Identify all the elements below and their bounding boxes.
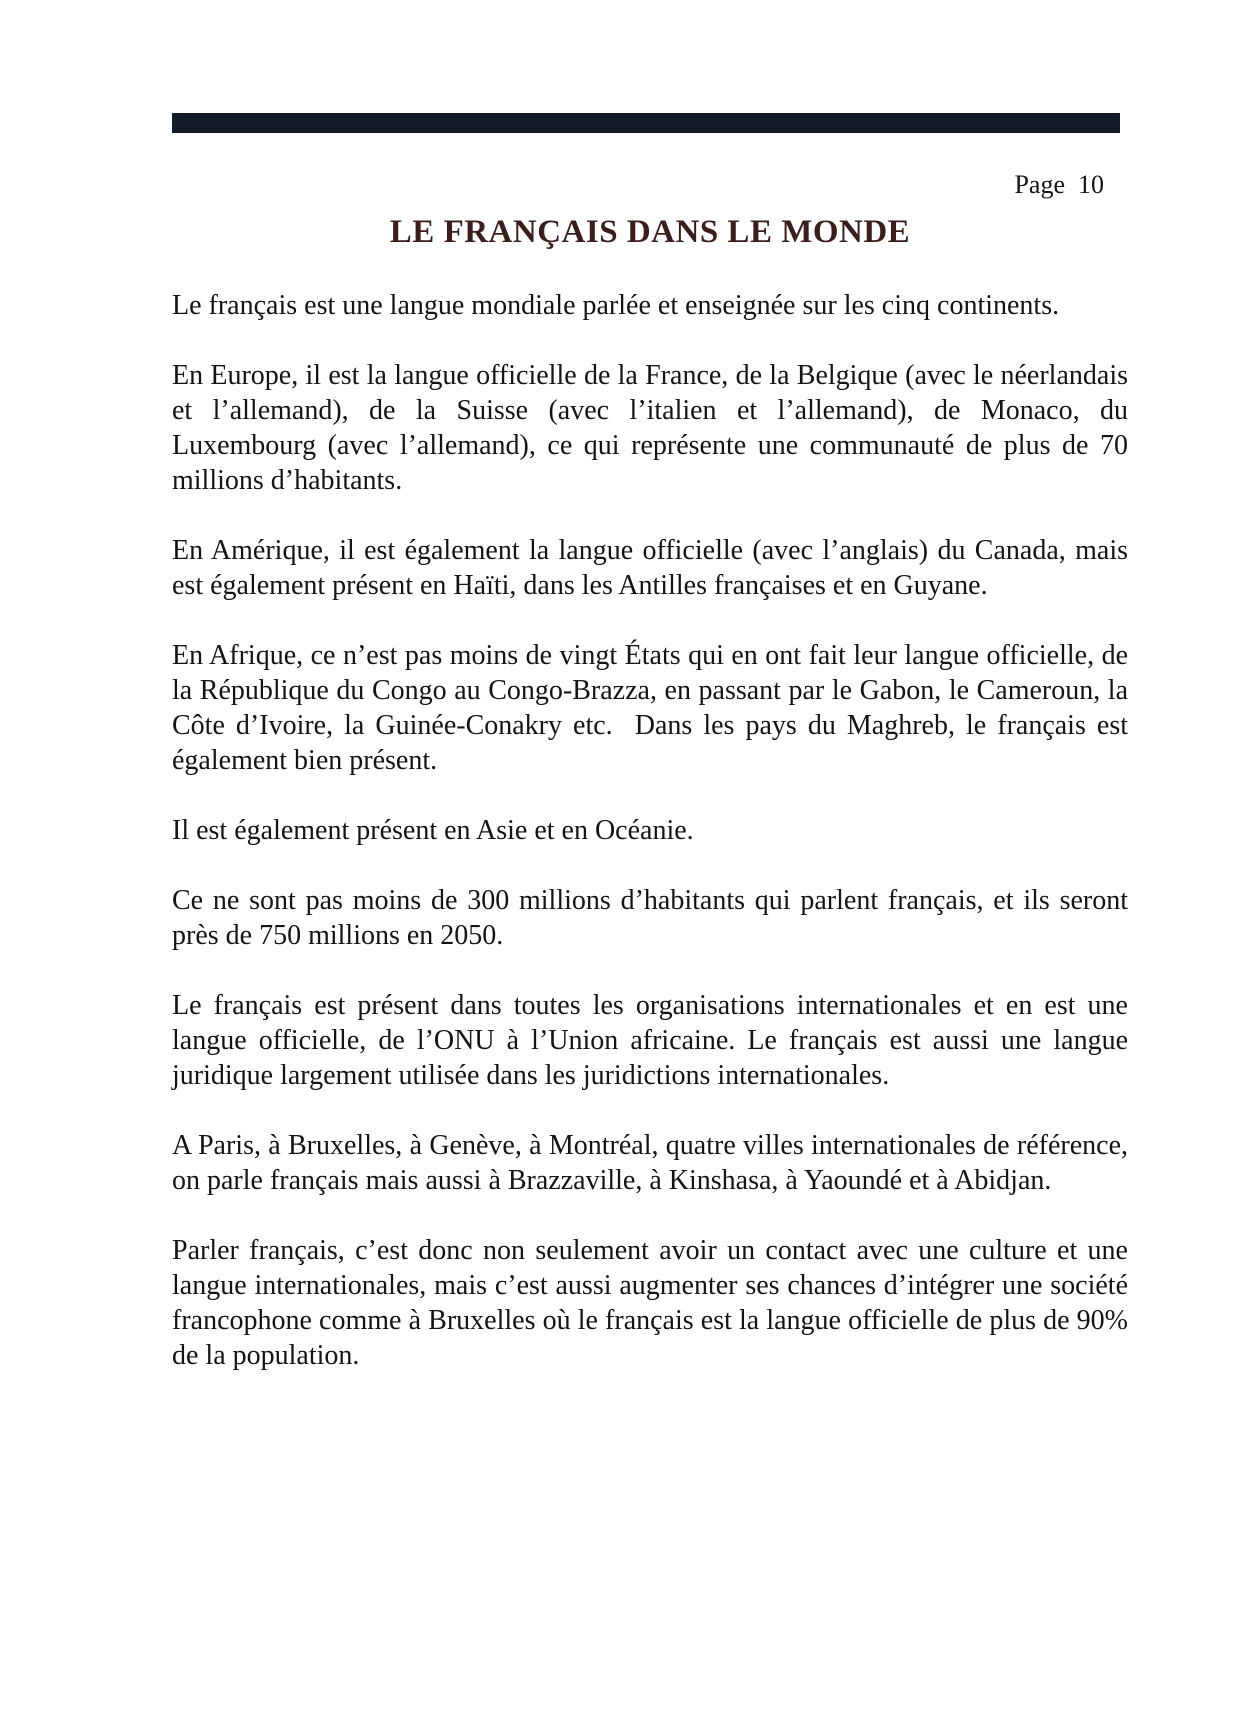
paragraph-amerique: En Amérique, il est également la langue officielle (avec l’anglais) du Canada, mais est également présent en Haïti, dans les Antilles françaises et en Guyane. bbox=[172, 535, 1128, 601]
paragraph-villes: A Paris, à Bruxelles, à Genève, à Montréal, quatre villes internationales de référence, on parle français mais aussi à Brazzaville, à Kinshasa, à Yaoundé et à Abidjan. bbox=[172, 1130, 1128, 1196]
paragraph-locuteurs: Ce ne sont pas moins de 300 millions d’habitants qui parlent français, et ils seront près de 750 millions en 2050. bbox=[172, 885, 1128, 951]
paragraph-intro: Le français est une langue mondiale parlée et enseignée sur les cinq continents. bbox=[172, 290, 1060, 321]
page-title: LE FRANÇAIS DANS LE MONDE bbox=[389, 214, 911, 250]
document-body bbox=[172, 288, 1128, 1408]
paragraph-asie-oceanie: Il est également présent en Asie et en Océanie. bbox=[172, 815, 694, 846]
paragraph-conclusion: Parler français, c’est donc non seulement avoir un contact avec une culture et une langue internationales, mais c’est aussi augmenter ses chances d’intégrer une société francophone comme à Bruxelles où le français est la langue officielle de plus de 90% de la population. bbox=[172, 1235, 1128, 1371]
paragraph-europe: En Europe, il est la langue officielle de la France, de la Belgique (avec le néerlandais et l’allemand), de la Suisse (avec l’italien et l’allemand), de Monaco, du Luxembourg (avec l’allemand), ce qui représente une communauté de plus de 70 millions d’habitants. bbox=[172, 360, 1128, 496]
page-number: Page 10 bbox=[1014, 170, 1104, 199]
header-rule-bar bbox=[172, 113, 1120, 133]
paragraph-organisations: Le français est présent dans toutes les organisations internationales et en est une langue officielle, de l’ONU à l’Union africaine. Le français est aussi une langue juridique largement utilisée dans les juridictions internationales. bbox=[172, 990, 1128, 1091]
paragraph-afrique: En Afrique, ce n’est pas moins de vingt États qui en ont fait leur langue officielle, de la République du Congo au Congo-Brazza, en passant par le Gabon, le Cameroun, la Côte d’Ivoire, la Guinée-Conakry etc. Dans les pays du Maghreb, le français est également bien présent. bbox=[172, 640, 1128, 776]
